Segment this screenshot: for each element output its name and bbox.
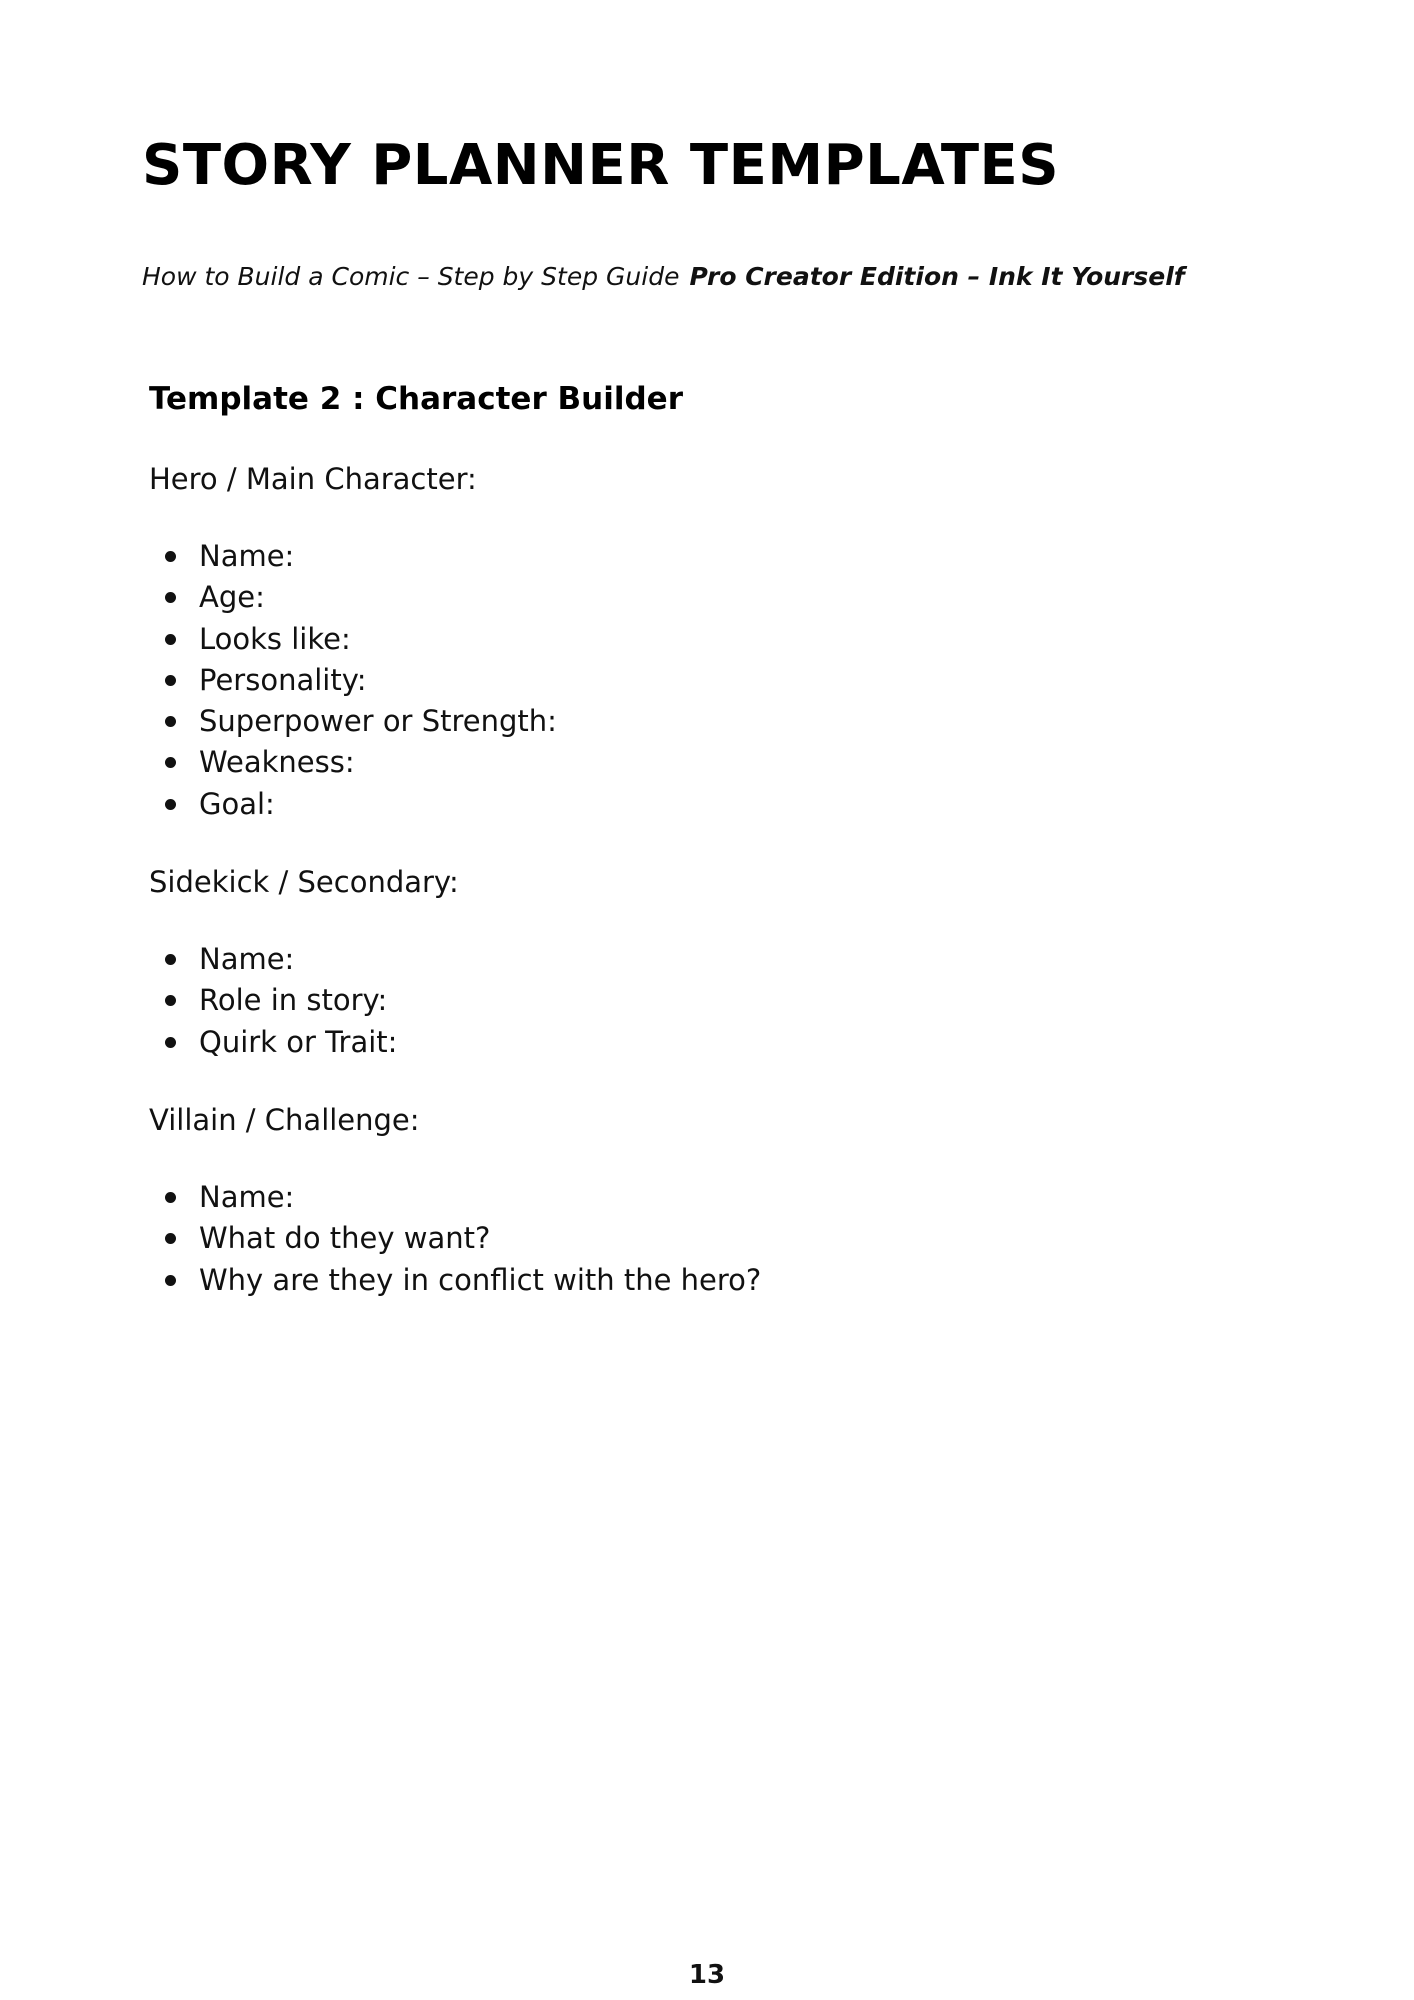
- list-item: [199, 1260, 1299, 1301]
- field-label: Role in story:: [199, 983, 388, 1018]
- template-heading: Template 2 : Character Builder: [149, 381, 683, 417]
- field-label: Personality:: [199, 662, 367, 697]
- field-label: Age:: [199, 580, 265, 615]
- bullet-icon: [165, 716, 176, 727]
- page-number: 13: [688, 1960, 726, 1990]
- edition-title: Pro Creator Edition – Ink It Yourself: [689, 262, 1185, 291]
- list-item: [199, 980, 1299, 1021]
- bullet-icon: [165, 1192, 176, 1203]
- bullet-icon: [165, 995, 176, 1006]
- list-item: [199, 742, 1299, 783]
- list-item: [199, 536, 1299, 577]
- bullet-icon: [165, 634, 176, 645]
- bullet-icon: [165, 551, 176, 562]
- list-item: [199, 1022, 1299, 1063]
- field-list-hero: [149, 536, 1299, 825]
- field-label: Weakness:: [199, 745, 355, 780]
- field-label: Name:: [199, 1179, 295, 1214]
- bullet-icon: [165, 799, 176, 810]
- list-item: [199, 619, 1299, 660]
- field-label: Quirk or Trait:: [199, 1024, 398, 1059]
- list-item: [199, 784, 1299, 825]
- guide-title: How to Build a Comic – Step by Step Guide: [142, 262, 680, 291]
- template-content: [149, 376, 1299, 1301]
- bullet-icon: [165, 954, 176, 965]
- field-label: Superpower or Strength:: [199, 704, 557, 739]
- field-label: Name:: [199, 539, 295, 573]
- subtitle: [142, 262, 1185, 292]
- list-item: [199, 1218, 1299, 1259]
- list-item: [199, 939, 1299, 980]
- field-label: Name:: [199, 942, 295, 977]
- list-item: [199, 701, 1299, 742]
- bullet-icon: [165, 675, 176, 686]
- list-item: [199, 577, 1299, 618]
- section-label-villain: Villain / Challenge:: [149, 1102, 420, 1137]
- page-title: STORY PLANNER TEMPLATES: [142, 133, 1060, 198]
- field-list-sidekick: [149, 939, 1299, 1063]
- bullet-icon: [165, 1233, 176, 1244]
- field-list-villain: [149, 1177, 1299, 1301]
- bullet-icon: [165, 1275, 176, 1286]
- section-label-sidekick: Sidekick / Secondary:: [149, 865, 459, 900]
- section-label-hero: Hero / Main Character:: [149, 462, 477, 496]
- bullet-icon: [165, 757, 176, 768]
- field-label: Why are they in conflict with the hero?: [199, 1262, 762, 1297]
- bullet-icon: [165, 1037, 176, 1048]
- field-label: Goal:: [199, 786, 275, 821]
- list-item: [199, 1177, 1299, 1218]
- list-item: [199, 660, 1299, 701]
- bullet-icon: [165, 592, 176, 603]
- field-label: Looks like:: [199, 621, 351, 656]
- field-label: What do they want?: [199, 1221, 491, 1256]
